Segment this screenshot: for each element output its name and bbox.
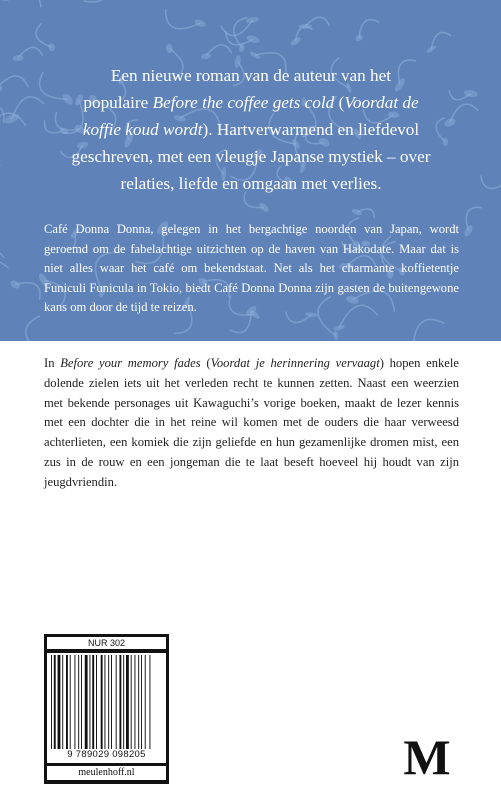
pattern-vine xyxy=(0,249,4,270)
pattern-leaf xyxy=(443,117,457,128)
blurb-title-dutch: Voordat de xyxy=(344,93,419,112)
barcode-bar xyxy=(104,655,105,749)
barcode-block xyxy=(44,634,169,784)
pattern-vine xyxy=(481,175,501,188)
pattern-leaf xyxy=(463,224,475,238)
barcode-bar xyxy=(74,655,75,749)
cover-top-panel xyxy=(0,0,501,341)
pattern-vine xyxy=(26,316,43,341)
synopsis-paragraph xyxy=(44,354,459,493)
pattern-leaf xyxy=(47,42,56,52)
book-title-dutch: Voordat je herinnering vervaagt xyxy=(210,356,380,370)
pattern-leaf xyxy=(351,208,363,217)
barcode-bar xyxy=(96,655,97,749)
pattern-leaf xyxy=(166,43,174,53)
pattern-leaf xyxy=(0,0,10,2)
barcode-bar xyxy=(145,655,146,749)
barcode-bar xyxy=(70,655,71,749)
barcode-bar xyxy=(85,655,88,749)
pattern-leaf xyxy=(9,279,21,291)
pattern-leaf xyxy=(249,50,262,60)
pattern-leaf xyxy=(201,53,212,60)
pattern-leaf xyxy=(333,331,338,341)
barcode-area xyxy=(47,653,166,763)
blurb-title-dutch-cont: koffie koud wordt xyxy=(82,120,203,139)
intro-paragraph: Café Donna Donna, gelegen in het bergachtige noorden van Japan, wordt geroemd om de fabelachtige uitzichten op de haven van Hakodate. Maar dat is niet alles waar het café om bekendstaat. Net als het charmante koffietentje Funiculi Funicula in Tokio, biedt Café Donna Donna zijn gasten de buitengewone kans om door de tijd te reizen. xyxy=(44,222,459,314)
pattern-leaf xyxy=(246,34,261,44)
pattern-vine xyxy=(166,9,201,28)
barcode-bar xyxy=(92,655,94,749)
blurb-line-5: relaties, liefde en omgaan met verlies. xyxy=(120,174,382,193)
synopsis-text: In xyxy=(44,356,61,370)
blurb-title-english: Before the coffee gets cold xyxy=(152,93,335,112)
barcode-bar xyxy=(81,655,82,749)
barcode-bar xyxy=(78,655,79,749)
barcode-bar xyxy=(89,655,90,749)
barcode-bar xyxy=(131,655,132,749)
barcode-bar xyxy=(123,655,124,749)
barcode-bar xyxy=(141,655,142,749)
pattern-vine xyxy=(2,0,41,7)
barcode-bar xyxy=(119,655,121,749)
pattern-leaf xyxy=(246,16,260,24)
logo-letter: M xyxy=(403,734,451,778)
pattern-vine xyxy=(0,76,28,88)
blurb-line-1: Een nieuwe roman van de auteur van het xyxy=(110,66,392,85)
barcode-bar xyxy=(138,655,139,749)
pattern-vine xyxy=(84,0,110,2)
barcode-bar xyxy=(108,655,109,749)
pattern-leaf xyxy=(333,324,345,332)
book-title-english: Before your memory fades xyxy=(60,356,201,370)
blurb-line-4: geschreven, met een vleugje Japanse mystiek – over xyxy=(71,147,431,166)
barcode-bar xyxy=(101,655,103,749)
isbn-number: 9 789029 098205 xyxy=(67,749,146,760)
pattern-leaf xyxy=(0,84,3,92)
barcode-bar xyxy=(111,655,112,749)
barcode-icon xyxy=(51,655,162,749)
blurb-text: ). Hartverwarmend en liefdevol xyxy=(202,120,420,139)
pattern-vine xyxy=(0,261,8,284)
nur-label: NUR 302 xyxy=(47,637,166,649)
barcode-bar xyxy=(54,655,56,749)
barcode-bar xyxy=(62,655,63,749)
barcode-bar xyxy=(66,655,68,749)
pattern-leaf xyxy=(12,54,24,61)
publisher-logo xyxy=(402,734,452,778)
barcode-bar xyxy=(126,655,129,749)
synopsis-text: ( xyxy=(200,356,211,370)
promo-blurb xyxy=(62,62,440,197)
barcode-bar xyxy=(149,655,150,749)
pattern-leaf xyxy=(194,18,207,28)
publisher-url: meulenhoff.nl xyxy=(47,766,166,780)
blurb-text: ( xyxy=(334,93,345,112)
pattern-vine xyxy=(36,23,52,47)
barcode-bar xyxy=(58,655,61,749)
synopsis-text: ) hopen enkele dolende zielen iets uit het verleden recht te kunnen zetten. Naast een weerzien met bekende personages uit Kawaguchi’s vorige boeken, maakt de lezer kennis met een dochter die in het reine wil komen met de ouders die haar verweesd achterlieten, een komiek die zijn geliefde en hun gezamenlijke dromen mist, een zus in de rouw en een jongeman die te laat beseft hoeveel hij houdt van zijn jeugdvriendin. xyxy=(44,356,459,489)
pattern-vine xyxy=(413,319,444,341)
pattern-vine xyxy=(359,20,379,38)
blurb-text: populaire xyxy=(83,93,153,112)
barcode-bar xyxy=(116,655,117,749)
barcode-bar xyxy=(134,655,135,749)
barcode-bar xyxy=(51,655,52,749)
